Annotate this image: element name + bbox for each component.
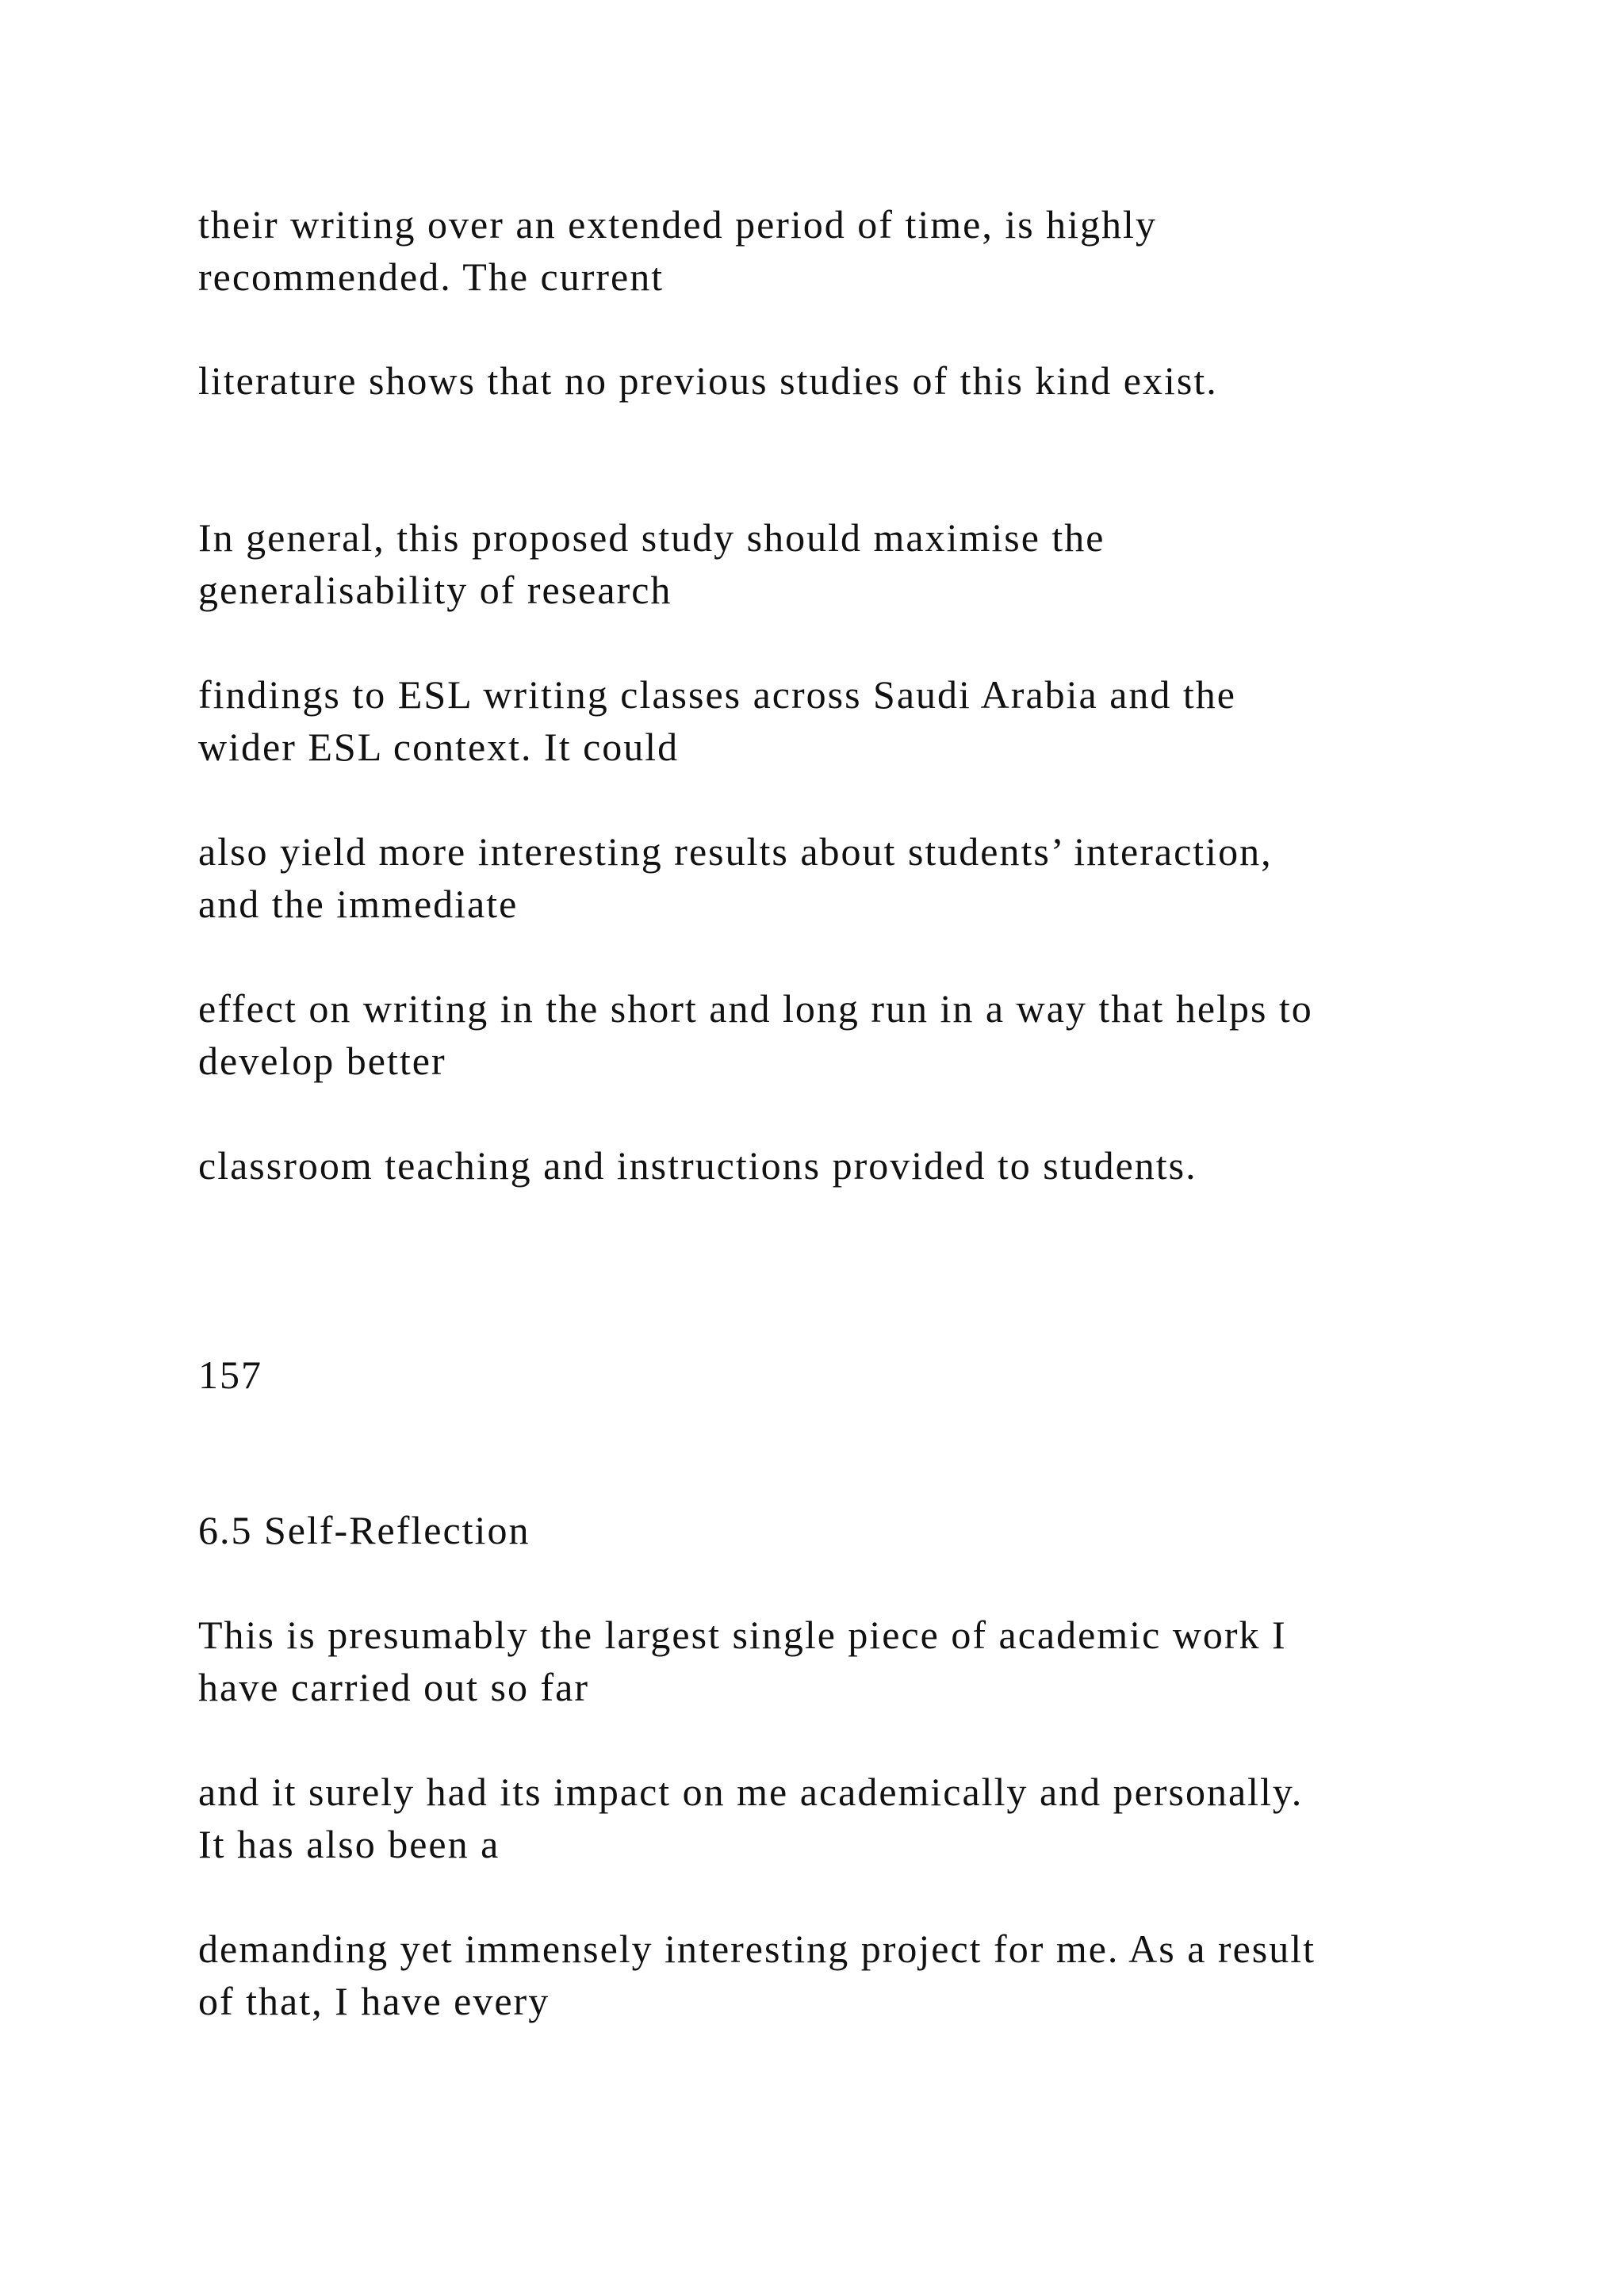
text-line: and it surely had its impact on me academically and personally. xyxy=(198,1770,1304,1814)
text-line: recommended. The current xyxy=(198,254,665,299)
text-line: wider ESL context. It could xyxy=(198,725,680,769)
text-line: generalisability of research xyxy=(198,568,672,612)
text-line: demanding yet immensely interesting project for me. As a result xyxy=(198,1927,1316,1971)
section-heading: 6.5 Self-Reflection xyxy=(198,1508,530,1552)
text-line: classroom teaching and instructions provided to students. xyxy=(198,1143,1197,1188)
text-line: of that, I have every xyxy=(198,1979,550,2023)
page-number: 157 xyxy=(198,1353,262,1397)
text-line: literature shows that no previous studies of this kind exist. xyxy=(198,358,1218,403)
text-line: effect on writing in the short and long run in a way that helps to xyxy=(198,986,1313,1031)
text-line: and the immediate xyxy=(198,882,519,926)
text-line: develop better xyxy=(198,1039,446,1083)
text-line: findings to ESL writing classes across Saudi Arabia and the xyxy=(198,672,1236,717)
text-line: In general, this proposed study should maximise the xyxy=(198,515,1105,560)
text-line: This is presumably the largest single piece of academic work I xyxy=(198,1613,1287,1657)
text-line: have carried out so far xyxy=(198,1665,589,1709)
text-line: also yield more interesting results about students’ interaction, xyxy=(198,829,1273,874)
text-line: their writing over an extended period of time, is highly xyxy=(198,202,1157,247)
text-line: It has also been a xyxy=(198,1822,500,1866)
